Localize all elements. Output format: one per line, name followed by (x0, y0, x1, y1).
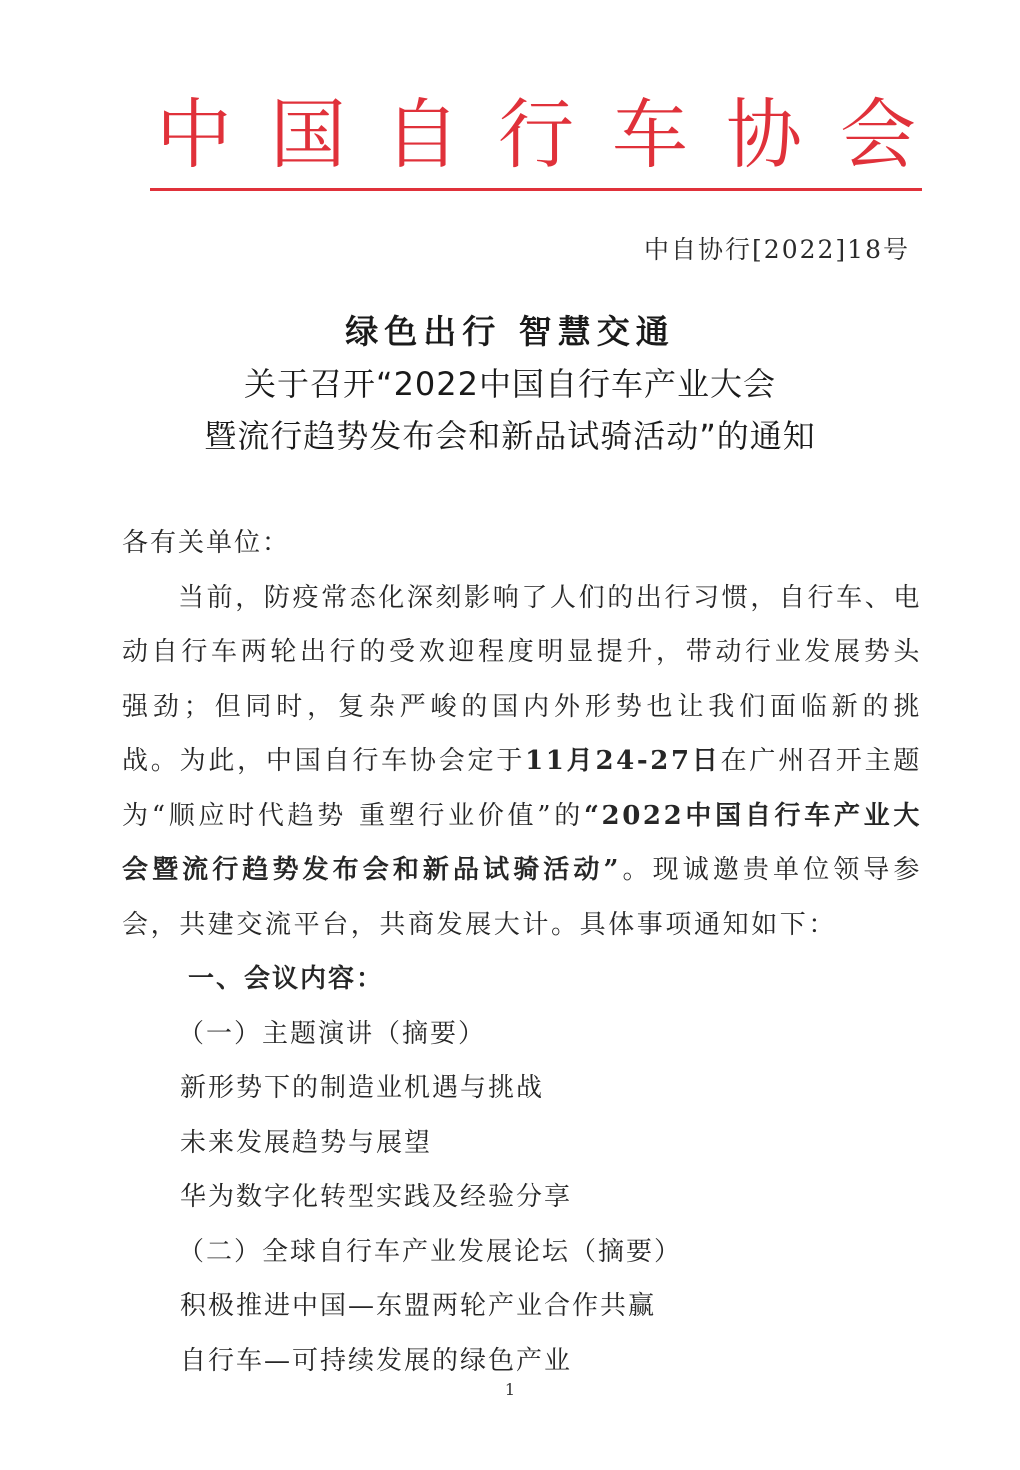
letterhead-divider (150, 188, 922, 191)
sub-heading-forum: （二）全球自行车产业发展论坛（摘要） (178, 1236, 683, 1267)
notice-body (122, 516, 922, 1388)
event-name: “2022中国自行车产业大会暨流行趋势发布会和新品试骑活动” (122, 800, 922, 885)
letterhead-char: 车 (612, 90, 688, 179)
intro-text-b: 在广州召开主题为“顺应时代趋势 重塑行业价值”的 (122, 746, 922, 831)
section-heading-meeting-content: 一、会议内容： (188, 964, 385, 994)
notice-title (100, 306, 920, 462)
letterhead-title (150, 92, 922, 178)
title-slogan: 绿色出行 智慧交通 (345, 312, 675, 351)
intro-text-c: 。现诚邀贵单位领导参会，共建交流平台，共商发展大计。具体事项通知如下： (122, 855, 922, 940)
letterhead-char: 协 (726, 90, 802, 179)
intro-text-a: 当前，防疫常态化深刻影响了人们的出行习惯，自行车、电动自行车两轮出行的受欢迎程度明显提升，带动行业发展势头强劲；但同时，复杂严峻的国内外形势也让我们面临新的挑战。为此，中国自行车协会定于 (122, 582, 922, 776)
list-item: 积极推进中国—东盟两轮产业合作共赢 (180, 1291, 657, 1321)
document-number: 中自协行[2022]18号 (644, 235, 910, 264)
intro-paragraph (122, 571, 922, 953)
list-item: 新形势下的制造业机遇与挑战 (180, 1073, 545, 1103)
salutation: 各有关单位： (122, 528, 291, 558)
letterhead-char: 行 (498, 90, 574, 179)
meeting-date: 11月24-27日 (525, 746, 721, 776)
page-number: 1 (504, 1380, 516, 1399)
list-item: 自行车—可持续发展的绿色产业 (180, 1345, 573, 1376)
list-item: 未来发展趋势与展望 (180, 1127, 433, 1158)
title-line-2: 暨流行趋势发布会和新品试骑活动”的通知 (204, 417, 816, 455)
sub-heading-keynote: （一）主题演讲（摘要） (178, 1018, 487, 1049)
letterhead-char: 中 (156, 90, 232, 179)
list-item: 华为数字化转型实践及经验分享 (180, 1182, 573, 1212)
letterhead-char: 国 (270, 90, 346, 179)
letterhead-char: 会 (840, 90, 916, 179)
letterhead-char: 自 (384, 90, 460, 179)
title-line-1: 关于召开“2022中国自行车产业大会 (243, 365, 777, 403)
